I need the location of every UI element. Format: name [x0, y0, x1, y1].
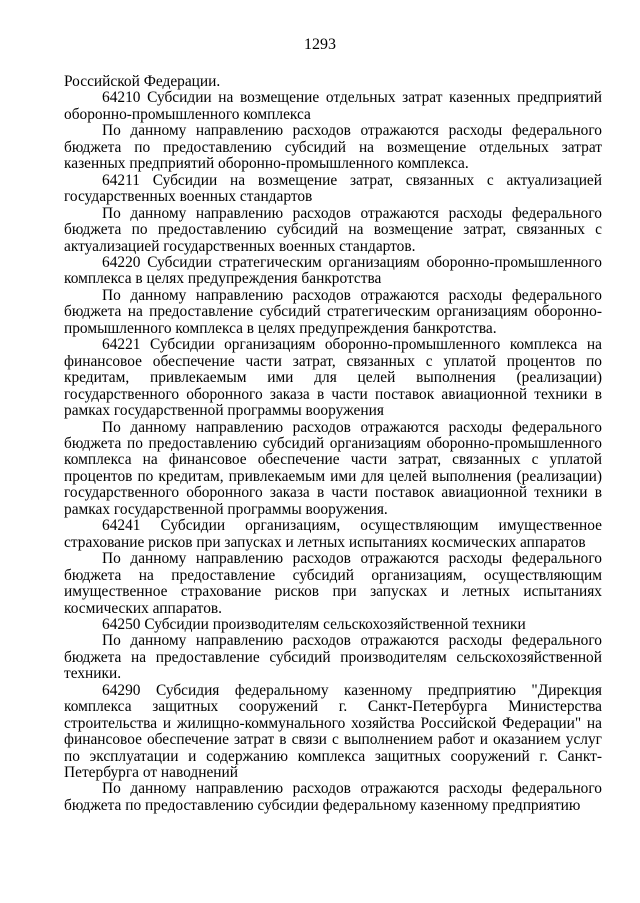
section-description-64241: По данному направлению расходов отражаются расходы федерального бюджета на предоставление субсидий организациям, осуществляющим имущественное страхование рисков при запусках и летных испытаниях космических аппаратов. [64, 550, 602, 617]
section-description-64210: По данному направлению расходов отражаются расходы федерального бюджета по предоставлению субсидий на возмещение отдельных затрат казенных предприятий оборонно-промышленного комплекса. [64, 122, 602, 173]
section-description-64290: По данному направлению расходов отражаются расходы федерального бюджета по предоставлению субсидии федеральному казенному предприятию [64, 780, 602, 814]
body-text [64, 74, 602, 814]
section-heading-64210: 64210 Субсидии на возмещение отдельных затрат казенных предприятий оборонно-промышленного комплекса [64, 89, 602, 123]
section-heading-64250: 64250 Субсидии производителям сельскохозяйственной техники [102, 615, 526, 633]
section-heading-64290: 64290 Субсидия федеральному казенному предприятию "Дирекция комплекса защитных сооружений г. Санкт-Петербурга Министерства строительства и жилищно-коммунального хозяйства Российской Федерации" на финансовое обеспечение затрат в связи с выполнением работ и оказанием услуг по эксплуатации и содержанию комплекса защитных сооружений г. Санкт-Петербурга от наводнений [64, 681, 602, 782]
section-description-64211: По данному направлению расходов отражаются расходы федерального бюджета по предоставлению субсидий на возмещение затрат, связанных с актуализацией государственных военных стандартов. [64, 204, 602, 255]
section-description-64221: По данному направлению расходов отражаются расходы федерального бюджета по предоставлению субсидий организациям оборонно-промышленного комплекса на финансовое обеспечение части затрат, связанных с уплатой процентов по кредитам, привлекаемым ими для целей выполнения (реализации) государственного оборонного заказа в части поставок авиационной техники в рамках государственной программы вооружения. [64, 418, 602, 518]
section-heading-64241: 64241 Субсидии организациям, осуществляющим имущественное страхование рисков при запусках и летных испытаниях космических аппаратов [64, 517, 602, 551]
section-heading-64220: 64220 Субсидии стратегическим организациям оборонно-промышленного комплекса в целях предупреждения банкротства [64, 253, 602, 288]
section-description-64220: По данному направлению расходов отражаются расходы федерального бюджета на предоставление субсидий стратегическим организациям оборонно-промышленного комплекса в целях предупреждения банкротства. [64, 286, 602, 337]
section-heading-64221: 64221 Субсидии организациям оборонно-промышленного комплекса на финансовое обеспечение части затрат, связанных с уплатой процентов по кредитам, привлекаемым ими для целей выполнения (реализации) государственного оборонного заказа в части поставок авиационной техники в рамках государственной программы вооружения [64, 336, 602, 420]
page-number: 1293 [304, 36, 336, 53]
paragraph-continuation: Российской Федерации. [64, 73, 221, 90]
section-heading-64211: 64211 Субсидии на возмещение затрат, связанных с актуализацией государственных военных стандартов [64, 171, 602, 206]
section-description-64250: По данному направлению расходов отражаются расходы федерального бюджета на предоставление субсидий производителям сельскохозяйственной техники. [64, 632, 602, 683]
